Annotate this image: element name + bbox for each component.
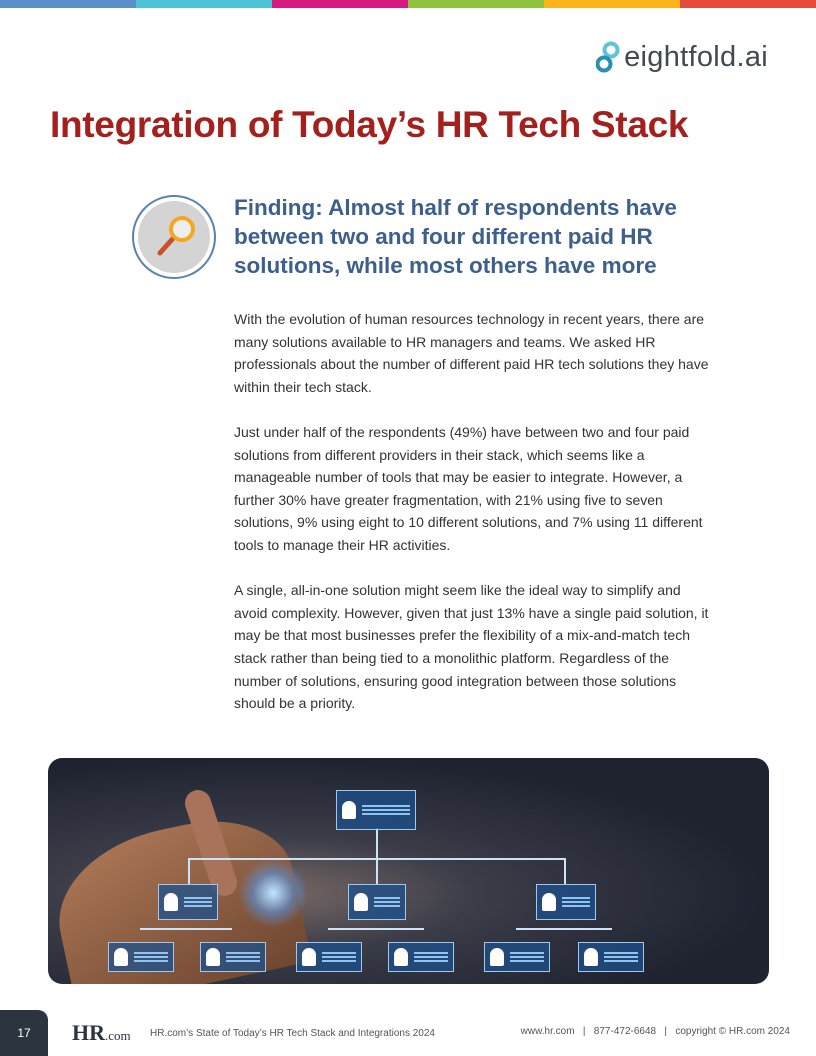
org-node [388, 942, 454, 972]
paragraph: Just under half of the respondents (49%) have between two and four paid solutions from different providers in their stack, which seems like a manageable number of tools that may be easier to integrate. However, a further 30% have greater fragmentation, with 21% using five to seven solutions, 9% using eight to 10 different solutions, and 7% using 11 different tools to manage their HR activities. [234, 423, 703, 553]
org-node [108, 942, 174, 972]
org-node [296, 942, 362, 972]
magnifier-icon [132, 195, 216, 279]
hr-com-logo [72, 1020, 131, 1046]
org-node [484, 942, 550, 972]
finding-heading: Finding: Almost half of respondents have between two and four different paid HR solutions, while most others have more [234, 195, 677, 278]
bar-segment [544, 0, 680, 8]
org-node [200, 942, 266, 972]
eightfold-logo [596, 40, 768, 74]
paragraph: With the evolution of human resources technology in recent years, there are many solutions available to HR managers and teams. We asked HR professionals about the number of different paid HR tech solutions they have within their tech stack. [234, 311, 709, 395]
page-number: 17 [0, 1010, 48, 1056]
hr-logo-suffix: .com [105, 1028, 131, 1043]
touch-glow [238, 858, 308, 928]
footer [0, 1000, 816, 1056]
color-bar [0, 0, 816, 8]
page-title: Integration of Today’s HR Tech Stack [50, 104, 689, 145]
logo-text: eightfold.ai [624, 40, 768, 73]
bar-segment [0, 0, 136, 8]
hr-logo-text: HR [72, 1020, 105, 1045]
org-node [578, 942, 644, 972]
bar-segment [680, 0, 816, 8]
org-node [336, 790, 416, 830]
bar-segment [136, 0, 272, 8]
bar-segment [408, 0, 544, 8]
paragraph: A single, all-in-one solution might seem like the ideal way to simplify and avoid complexity. However, given that just 13% have a single paid solution, it may be that most businesses prefer the flexibility of a mix-and-match tech stack rather than being tied to a monolithic platform. Regardless of the number of solutions, ensuring good integration between those solutions should be a priority. [234, 582, 709, 712]
org-node [158, 884, 218, 920]
org-node [536, 884, 596, 920]
report-title: HR.com’s State of Today’s HR Tech Stack and Integrations 2024 [150, 1028, 435, 1039]
org-chart-photo [48, 758, 769, 984]
contact-info: www.hr.com | 877-472-6648 | copyright © HR.com 2024 [520, 1026, 790, 1037]
bar-segment [272, 0, 408, 8]
org-node [348, 884, 406, 920]
eightfold-logo-icon [596, 40, 620, 74]
body-text [234, 308, 718, 737]
